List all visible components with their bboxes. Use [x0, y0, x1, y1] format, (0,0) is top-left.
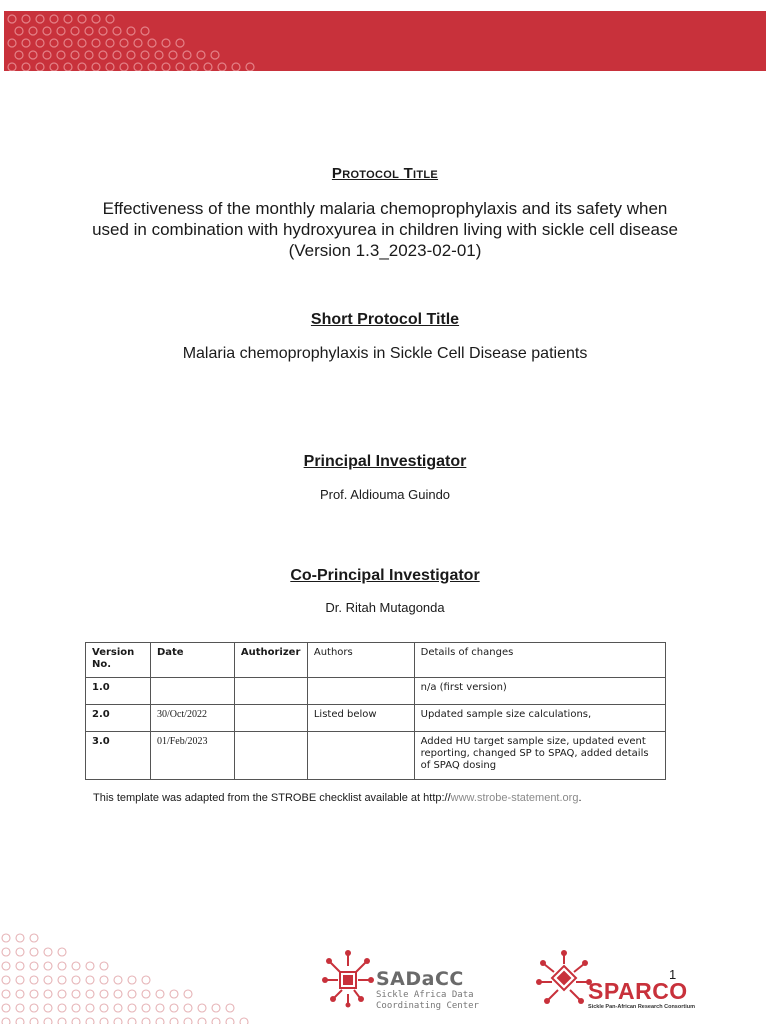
header-authorizer: Authorizer: [234, 643, 307, 678]
cell-details: Added HU target sample size, updated event reporting, changed SP to SPAQ, added details of SPAQ dosing: [414, 732, 665, 780]
table-row: [86, 678, 666, 705]
sadacc-logo: [320, 948, 490, 1014]
cell-authors: Listed below: [307, 705, 414, 732]
cell-version: 1.0: [86, 678, 151, 705]
header-authors: Authors: [307, 643, 414, 678]
footnote-end: .: [578, 792, 582, 804]
short-protocol-title-heading: Short Protocol Title: [310, 311, 460, 328]
top-banner: [4, 11, 766, 71]
table-row: [86, 732, 666, 780]
protocol-title-heading: Protocol Title: [331, 165, 439, 182]
cell-version: 2.0: [86, 705, 151, 732]
co-principal-investigator-name: Dr. Ritah Mutagonda: [325, 600, 445, 615]
header-version: Version No.: [86, 643, 151, 678]
cell-authorizer: [234, 732, 307, 780]
cell-date: 30/Oct/2022: [150, 705, 234, 732]
short-protocol-title: Malaria chemoprophylaxis in Sickle Cell Disease patients: [182, 345, 588, 362]
footnote-text: This template was adapted from the STROBE checklist available at http://: [93, 792, 451, 804]
template-footnote: [93, 792, 582, 804]
principal-investigator-heading: Principal Investigator: [303, 453, 467, 470]
cell-details: Updated sample size calculations,: [414, 705, 665, 732]
banner-pattern: [4, 11, 264, 71]
cell-authorizer: [234, 705, 307, 732]
principal-investigator-name: Prof. Aldiouma Guindo: [319, 487, 451, 502]
sadacc-name: SADaCC: [376, 968, 464, 990]
cell-authors: [307, 732, 414, 780]
page-number: 1: [669, 967, 677, 982]
table-header-row: [86, 643, 666, 678]
cell-date: [150, 678, 234, 705]
co-principal-investigator-heading: Co-Principal Investigator: [290, 567, 480, 584]
sparco-subtitle: Sickle Pan-African Research Consortium: [588, 1004, 695, 1010]
sparco-logo: [536, 948, 706, 1014]
protocol-title: Effectiveness of the monthly malaria chemoprophylaxis and its safety when used in combination with hydroxyurea in children living with sickle cell disease (Version 1.3_2023-02-01): [92, 199, 678, 260]
table-row: [86, 705, 666, 732]
sparco-emblem-icon: [536, 948, 592, 1008]
sparco-name: SPARCO: [588, 978, 688, 1004]
corner-pattern: [0, 930, 260, 1024]
header-details: Details of changes: [414, 643, 665, 678]
version-history-table: [85, 642, 666, 780]
sadacc-subtitle: Sickle Africa Data Coordinating Center: [376, 990, 479, 1011]
header-date: Date: [150, 643, 234, 678]
cell-date: 01/Feb/2023: [150, 732, 234, 780]
strobe-link[interactable]: www.strobe-statement.org: [450, 792, 579, 804]
cell-version: 3.0: [86, 732, 151, 780]
cell-authors: [307, 678, 414, 705]
cell-authorizer: [234, 678, 307, 705]
cell-details: n/a (first version): [414, 678, 665, 705]
sadacc-emblem-icon: [320, 948, 376, 1008]
